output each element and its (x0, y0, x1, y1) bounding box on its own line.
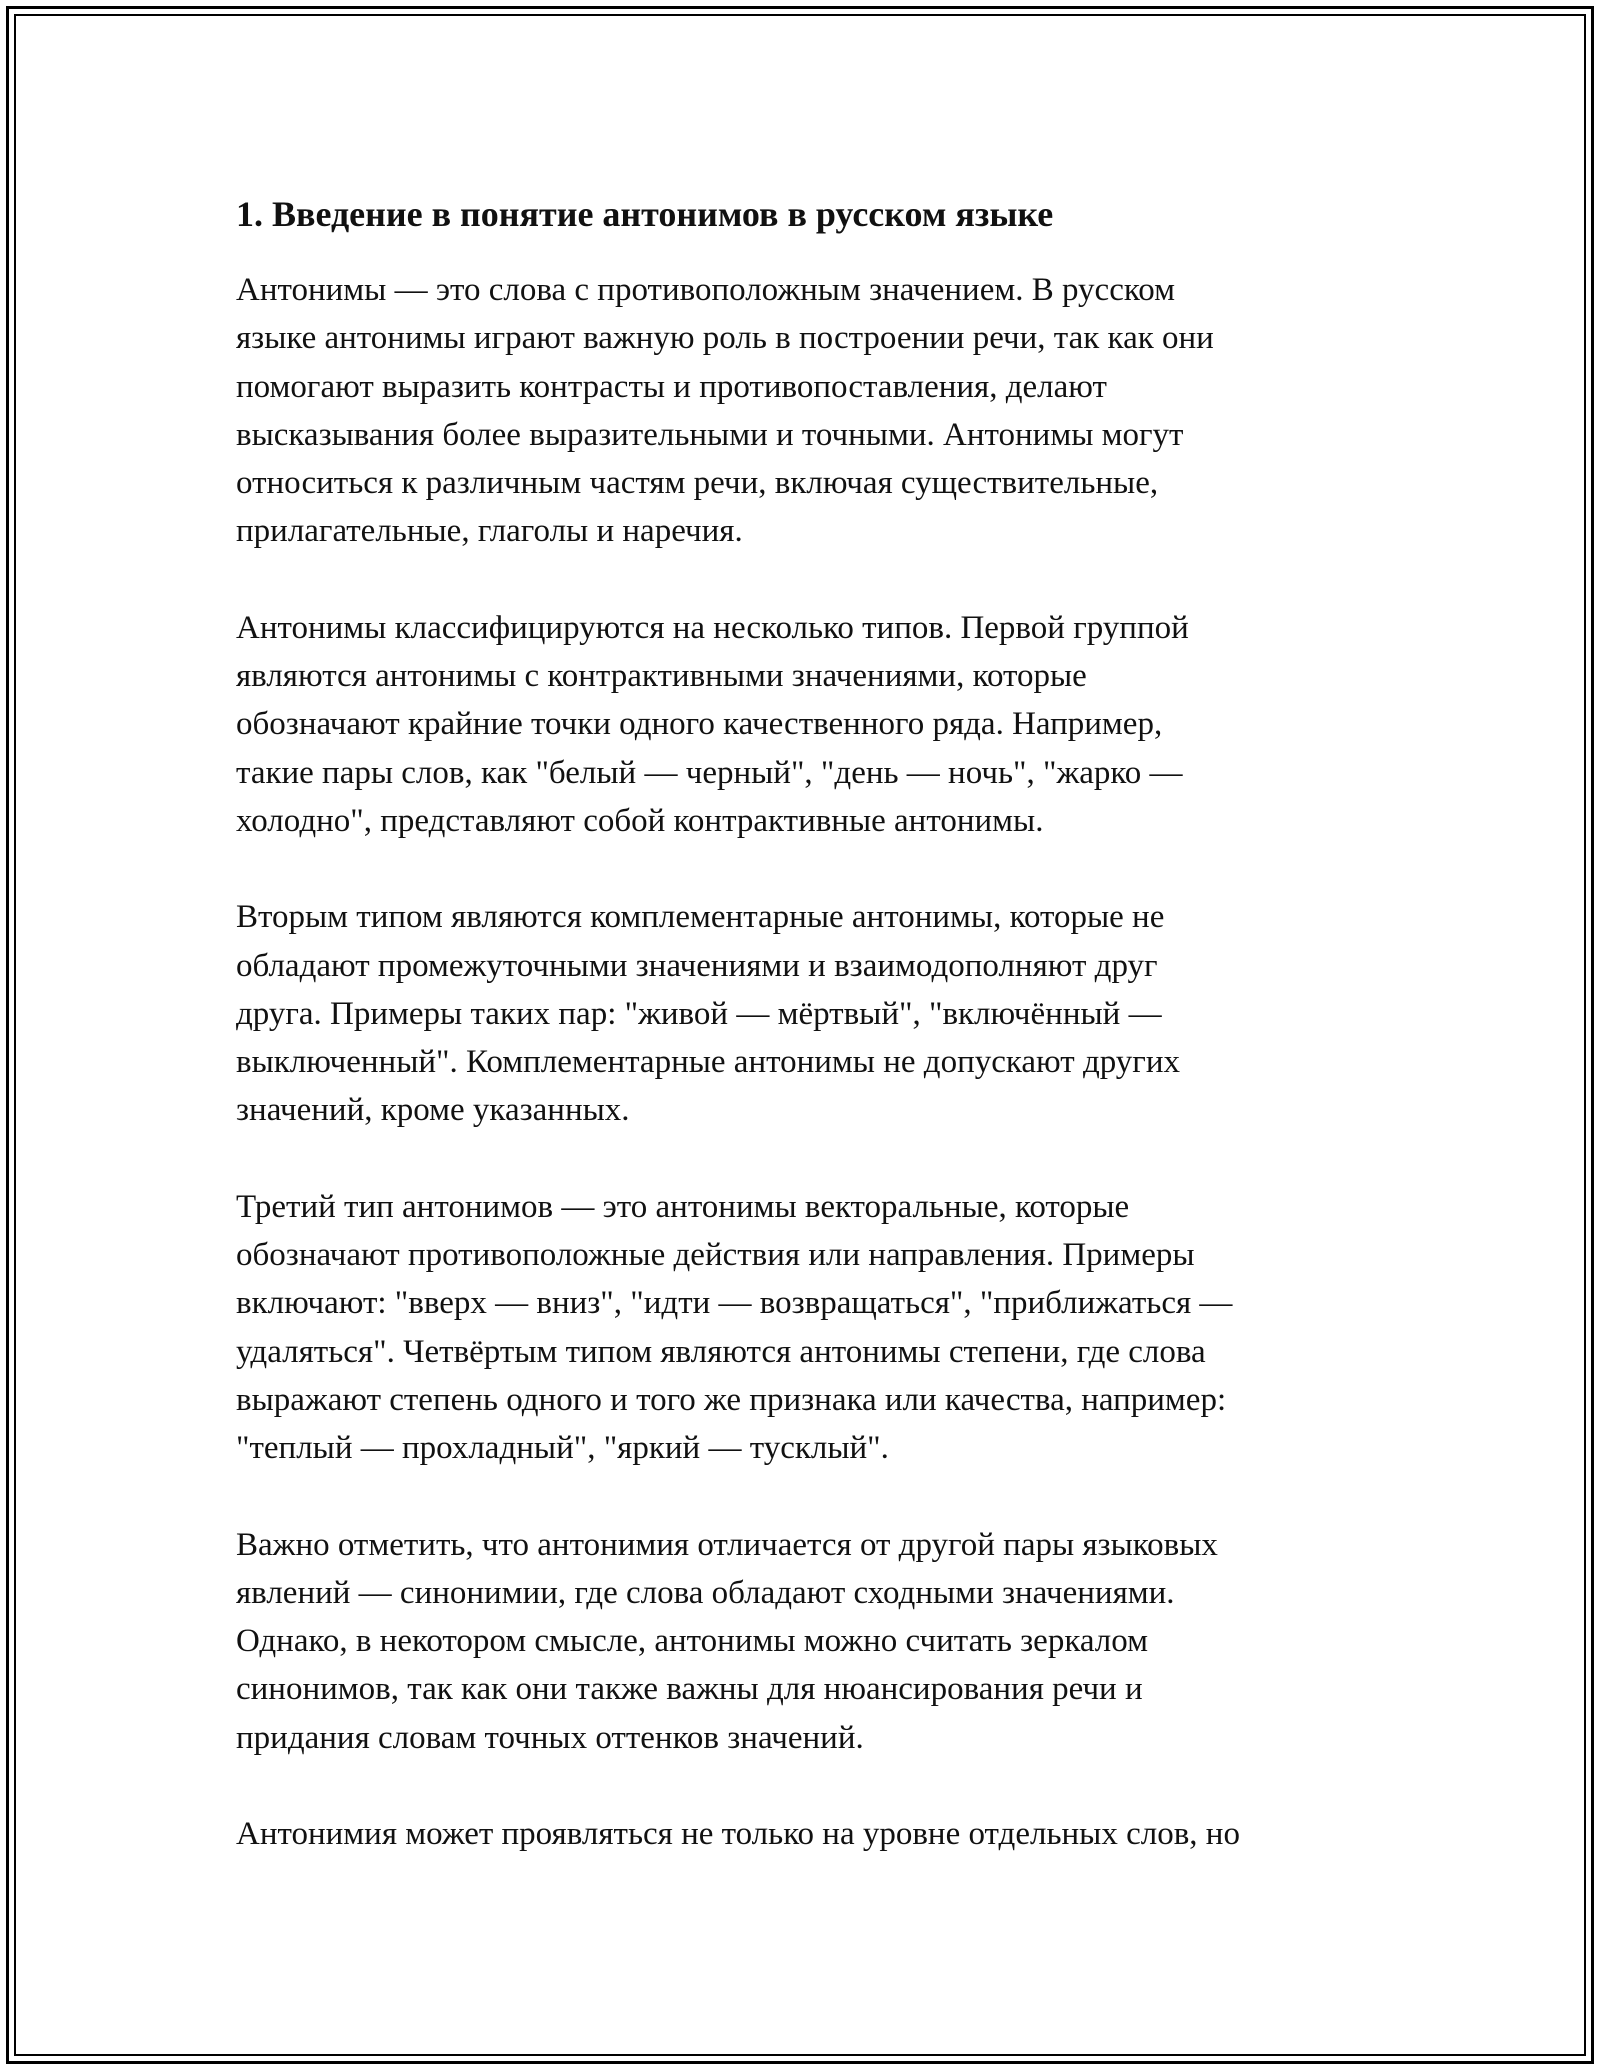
paragraph-6: Антонимия может проявляться не только на уровне отдельных слов, но (236, 1816, 1240, 1853)
paragraph-2: Антонимы классифицируются на несколько типов. Первой группой являются антонимы с контрактивными значениями, которые обозначают крайние точки одного качественного ряда. Например, такие пары слов, как "белый — черный", "день — ночь", "жарко — холодно", представляют собой контрактивные антонимы. (236, 609, 1189, 839)
paragraph-3: Вторым типом являются комплементарные антонимы, которые не обладают промежуточными значениями и взаимодополняют друг друга. Примеры таких пар: "живой — мёртвый", "включённый — выключенный". Комплементарные антонимы не допускают других значений, кроме указанных. (236, 899, 1180, 1129)
paragraph-1: Антонимы — это слова с противоположным значением. В русском языке антонимы играют важную роль в построении речи, так как они помогают выразить контрасты и противопоставления, делают высказывания более выразительными и точными. Антонимы могут относиться к различным частям речи, включая существительные, прилагательные, глаголы и наречия. (236, 272, 1214, 550)
section-heading: 1. Введение в понятие антонимов в русском языке (236, 194, 1054, 234)
paragraph-5: Важно отметить, что антонимия отличается от другой пары языковых явлений — синонимии, где слова обладают сходными значениями. Однако, в некотором смысле, антонимы можно считать зеркалом синонимов, так как они также важны для нюансирования речи и придания словам точных оттенков значений. (236, 1526, 1218, 1756)
document-body (236, 188, 1376, 1906)
paragraph-4: Третий тип антонимов — это антонимы векторальные, которые обозначают противоположные действия или направления. Примеры включают: "вверх — вниз", "идти — возвращаться", "приближаться — удаляться". Четвёртым типом являются антонимы степени, где слова выражают степень одного и того же признака или качества, например: "теплый — прохладный", "яркий — тусклый". (236, 1188, 1233, 1467)
